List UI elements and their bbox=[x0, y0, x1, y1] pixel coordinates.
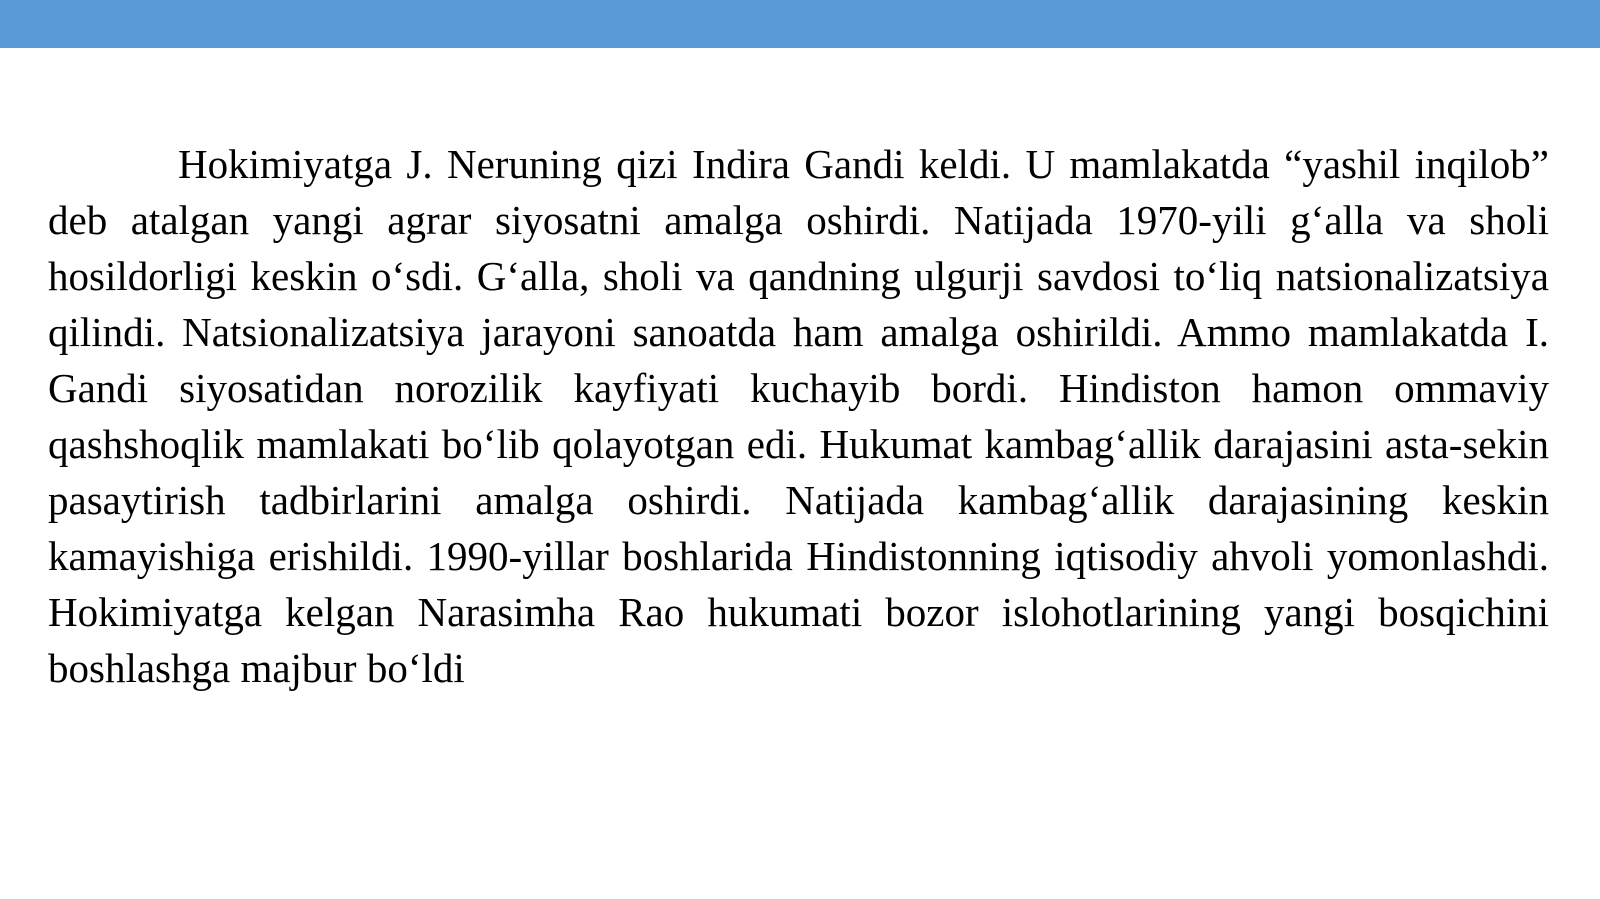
header-bar bbox=[0, 0, 1600, 48]
body-paragraph: Hokimiyatga J. Neruning qizi Indira Gandi keldi. U mamlakatda “yashil inqilob” deb atalgan yangi agrar siyosatni amalga oshirdi. Natijada 1970-yili g‘alla va sholi hosildorligi keskin o‘sdi. G‘alla, sholi va qandning ulgurji savdosi to‘liq natsionalizatsiya qilindi. Natsionalizatsiya jarayoni sanoatda ham amalga oshirildi. Ammo mamlakatda I. Gandi siyosatidan norozilik kayfiyati kuchayib bordi. Hindiston hamon ommaviy qashshoqlik mamlakati bo‘lib qolayotgan edi. Hukumat kambag‘allik darajasini asta-sekin pasaytirish tadbirlarini amalga oshirdi. Natijada kambag‘allik darajasining keskin kamayishiga erishildi. 1990-yillar boshlarida Hindistonning iqtisodiy ahvoli yomonlashdi. Hokimiyatga kelgan Narasimha Rao hukumati bozor islohotlarining yangi bosqichini boshlashga majbur bo‘ldi bbox=[48, 141, 1549, 691]
